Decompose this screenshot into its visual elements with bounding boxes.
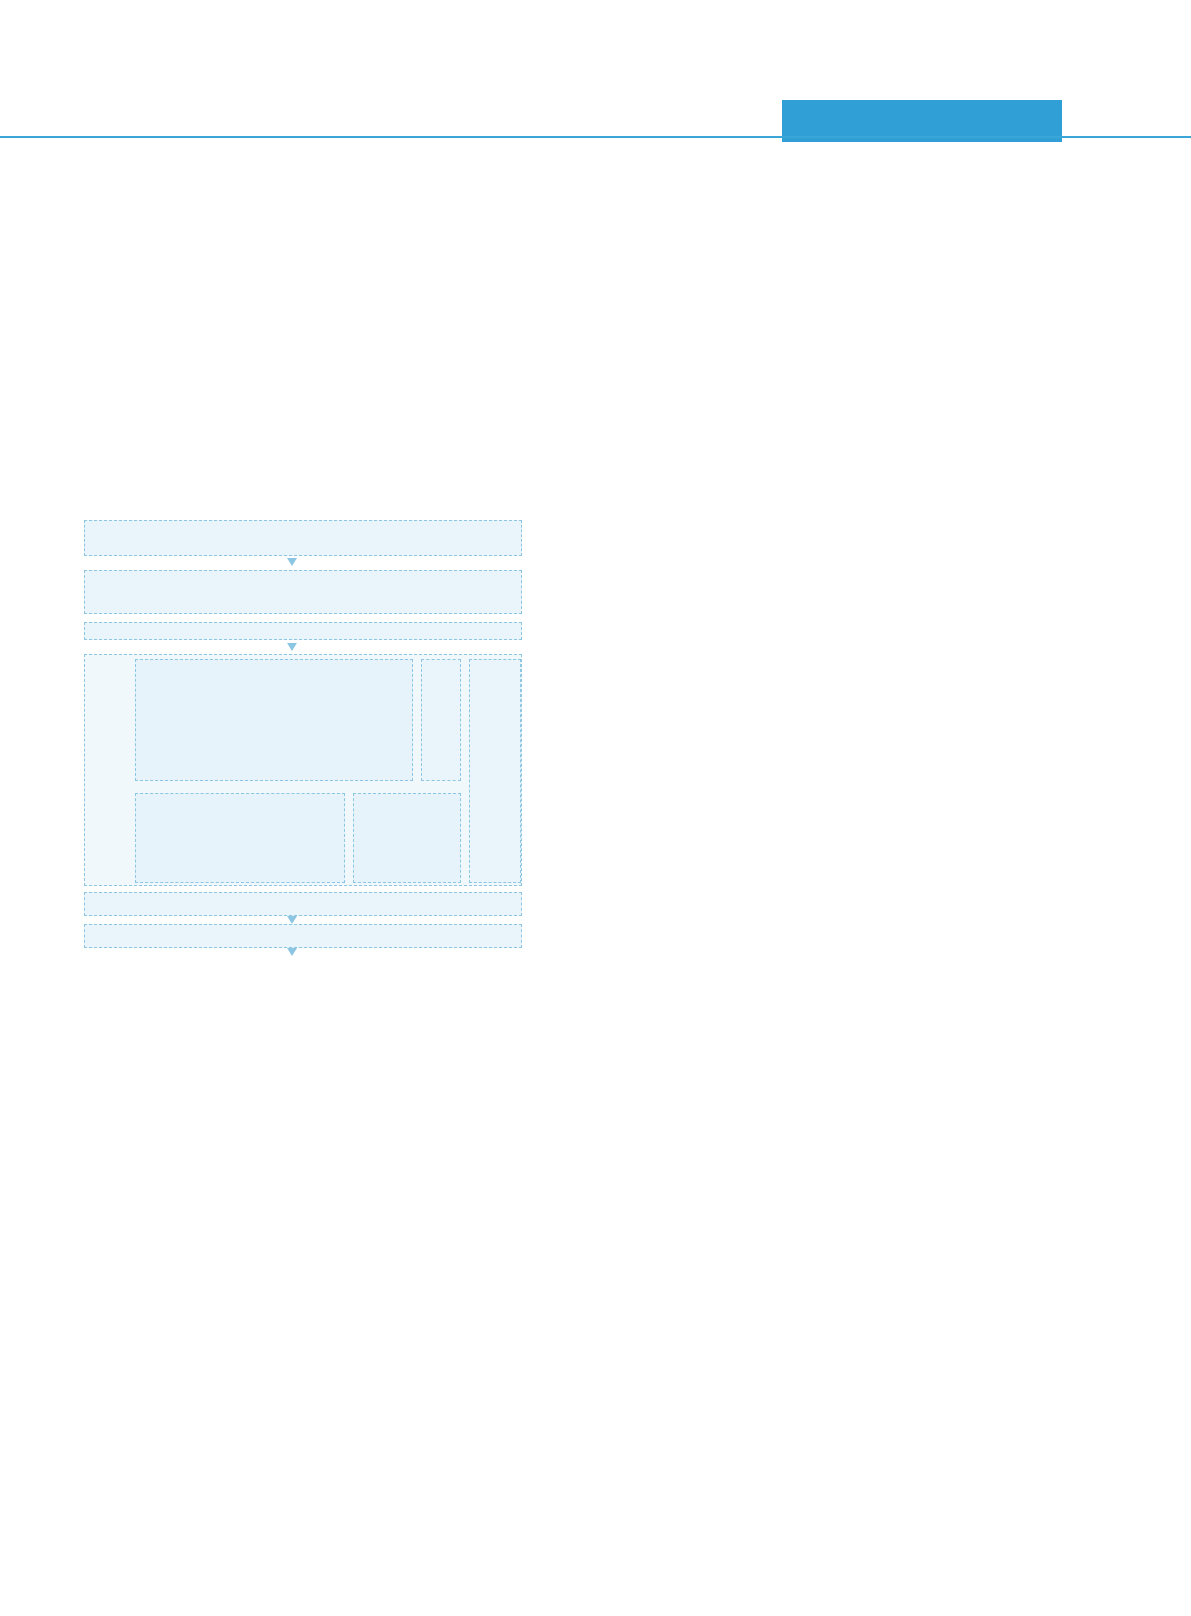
paragraph-line bbox=[578, 594, 1056, 626]
access-layer bbox=[84, 570, 522, 614]
paragraph-line bbox=[74, 244, 552, 276]
paragraph-line bbox=[578, 689, 1056, 721]
paragraph-line bbox=[74, 467, 552, 499]
gateway-layer bbox=[84, 622, 522, 640]
micro-services bbox=[135, 793, 345, 883]
paragraph-line bbox=[578, 562, 1056, 594]
middleware bbox=[353, 793, 461, 883]
section-heading bbox=[578, 467, 1056, 499]
paragraph-line bbox=[578, 816, 1056, 848]
paragraph-line bbox=[578, 403, 1056, 435]
flow-arrow bbox=[287, 948, 297, 956]
flow-arrow bbox=[287, 916, 297, 924]
paragraph-line bbox=[74, 339, 552, 371]
paragraph-line bbox=[74, 1272, 552, 1304]
section-heading bbox=[74, 1049, 552, 1081]
paragraph-line bbox=[74, 1240, 552, 1272]
paragraph-line bbox=[578, 848, 1056, 880]
paragraph-line bbox=[578, 657, 1056, 689]
integration-layer bbox=[84, 924, 522, 948]
paragraph-line bbox=[578, 435, 1056, 467]
paragraph-line bbox=[578, 371, 1056, 403]
paragraph-line bbox=[74, 435, 552, 467]
paragraph-line bbox=[74, 308, 552, 340]
paragraph-line bbox=[74, 403, 552, 435]
header-rule bbox=[0, 136, 1191, 138]
paragraph-line bbox=[74, 371, 552, 403]
ops-tools bbox=[469, 659, 521, 883]
paragraph-line bbox=[578, 308, 1056, 340]
paragraph-line bbox=[74, 1208, 552, 1240]
paragraph-line bbox=[578, 498, 1056, 530]
paragraph-line bbox=[74, 1335, 552, 1367]
paragraph-line bbox=[578, 626, 1056, 658]
paragraph-line bbox=[578, 244, 1056, 276]
paragraph-line bbox=[74, 276, 552, 308]
paragraph-line bbox=[74, 1399, 552, 1431]
paragraph-line bbox=[578, 880, 1056, 912]
left-column-lower bbox=[74, 1049, 552, 1431]
service-layer bbox=[84, 654, 522, 886]
right-services bbox=[421, 659, 461, 781]
paragraph-line bbox=[74, 1176, 552, 1208]
paragraph-line bbox=[578, 721, 1056, 753]
paragraph-line bbox=[74, 1144, 552, 1176]
flow-arrow bbox=[287, 558, 297, 566]
architecture-figure bbox=[84, 520, 544, 998]
paragraph-line bbox=[578, 912, 1056, 944]
left-column bbox=[74, 244, 552, 498]
right-column bbox=[578, 244, 1056, 944]
paragraph-line bbox=[578, 530, 1056, 562]
section-heading bbox=[578, 753, 1056, 785]
paragraph-line bbox=[74, 1303, 552, 1335]
paragraph-line bbox=[578, 785, 1056, 817]
data-center bbox=[84, 892, 522, 916]
biz-platform bbox=[135, 659, 413, 781]
paragraph-line bbox=[74, 1367, 552, 1399]
app-layer bbox=[84, 520, 522, 556]
paragraph-line bbox=[74, 1113, 552, 1145]
paragraph-line bbox=[578, 276, 1056, 308]
paragraph-line bbox=[74, 1081, 552, 1113]
flow-arrow bbox=[287, 643, 297, 651]
paragraph-line bbox=[578, 339, 1056, 371]
